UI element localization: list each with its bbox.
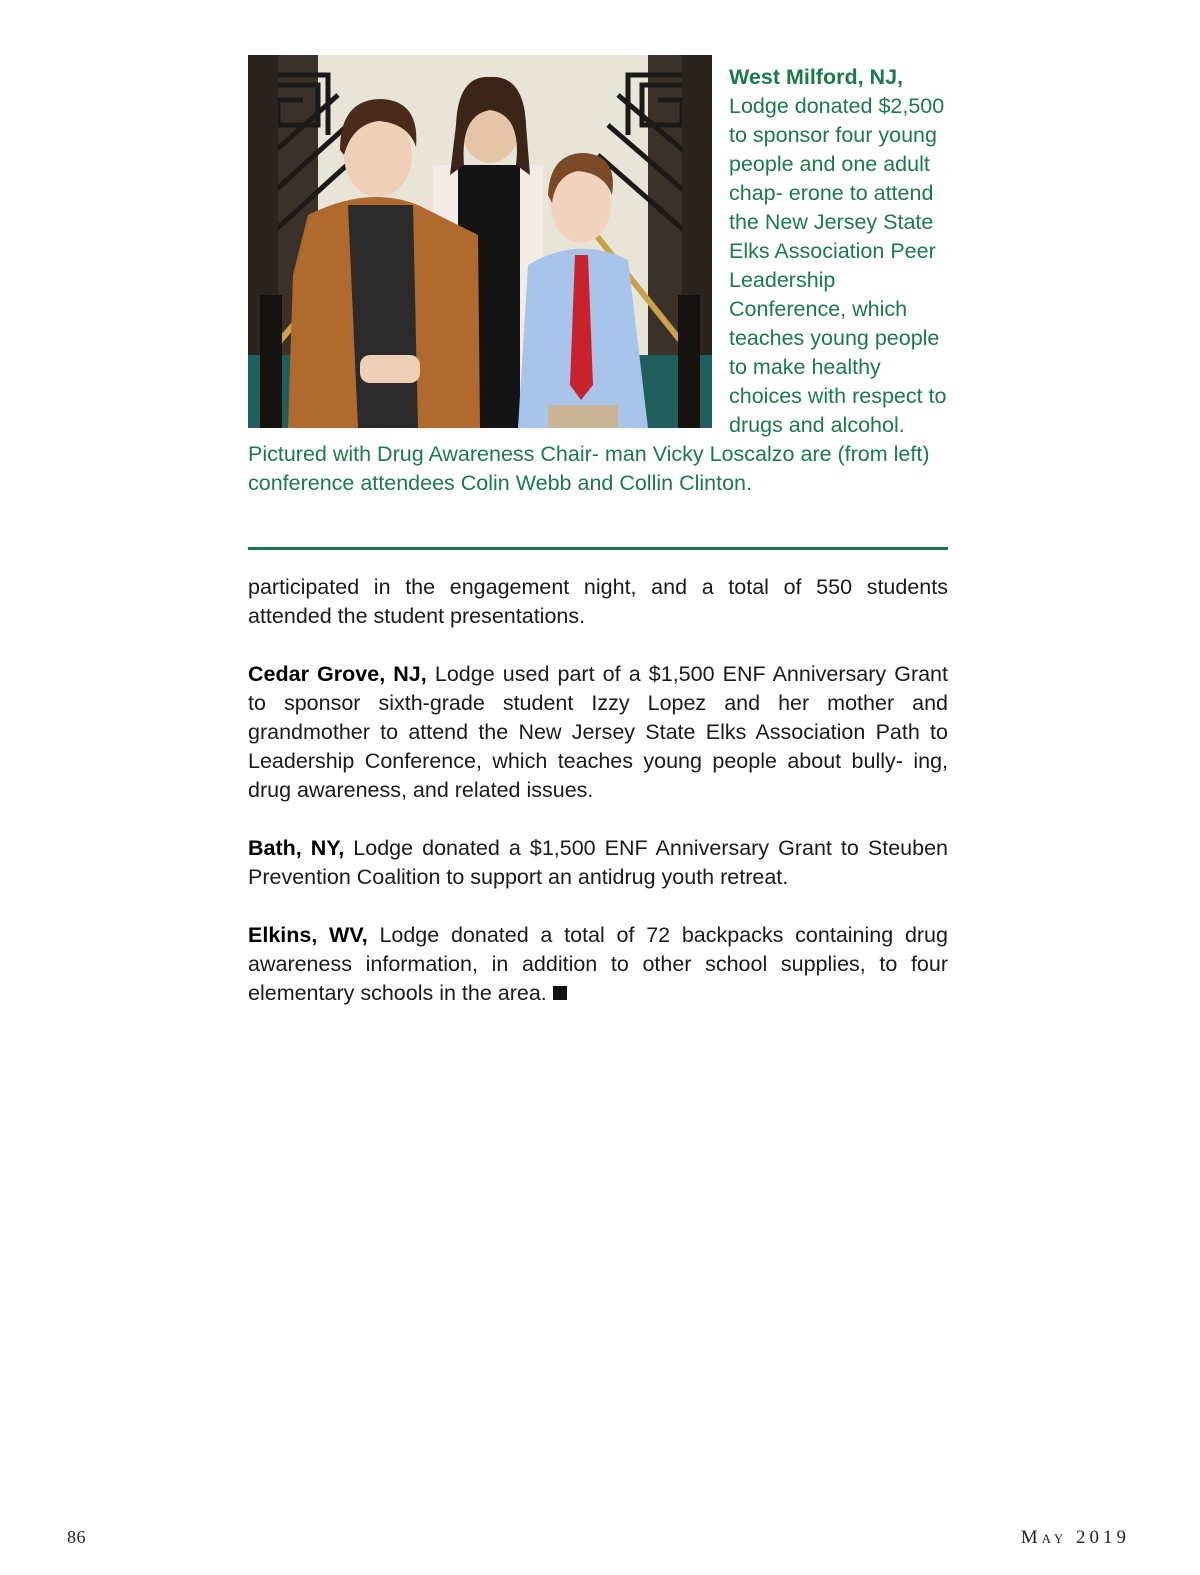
end-of-article-icon [553, 986, 567, 1000]
content-column [248, 55, 948, 1005]
group-photo-icon [248, 55, 712, 428]
group-photo [248, 55, 712, 428]
continuation-paragraph: participated in the engagement night, and a total of 550 students attended the student presentations. [248, 575, 948, 628]
article-body [248, 573, 948, 1037]
item-text: Lodge used part of a $1,500 ENF Anniversary Grant to sponsor sixth-grade student Izzy Lopez and her mother and grandmother to attend the New Jersey State Elks Association Path to Leadership Conference, which teaches young people about bully- ing, drug awareness, and related issues. [248, 662, 948, 802]
issue-date: May 2019 [1020, 1527, 1130, 1548]
item-location: Cedar Grove, NJ, [248, 662, 427, 686]
item-location: Elkins, WV, [248, 923, 368, 947]
item-text: Lodge donated a total of 72 backpacks containing drug awareness information, in addition to other school supplies, to four elementary schools in the area. [248, 923, 948, 1005]
article-item [248, 660, 948, 805]
section-divider [248, 547, 948, 550]
item-location: Bath, NY, [248, 836, 345, 860]
page-number: 86 [67, 1527, 86, 1547]
article-item [248, 834, 948, 892]
item-text: Lodge donated a $1,500 ENF Anniversary Grant to Steuben Prevention Coalition to support an antidrug youth retreat. [248, 836, 948, 889]
article-item [248, 921, 948, 1008]
caption-text: Lodge donated $2,500 to sponsor four young people and one adult chap- erone to attend the New Jersey State Elks Association Peer Leadership Conference, which teaches young people to make healthy choices with respect to drugs and alcohol. Pictured with Drug Awareness Chair- man Vicky Loscalzo are (from left) conference attendees Colin Webb and Collin Clinton. [248, 94, 947, 495]
caption-location: West Milford, NJ, [729, 65, 904, 89]
